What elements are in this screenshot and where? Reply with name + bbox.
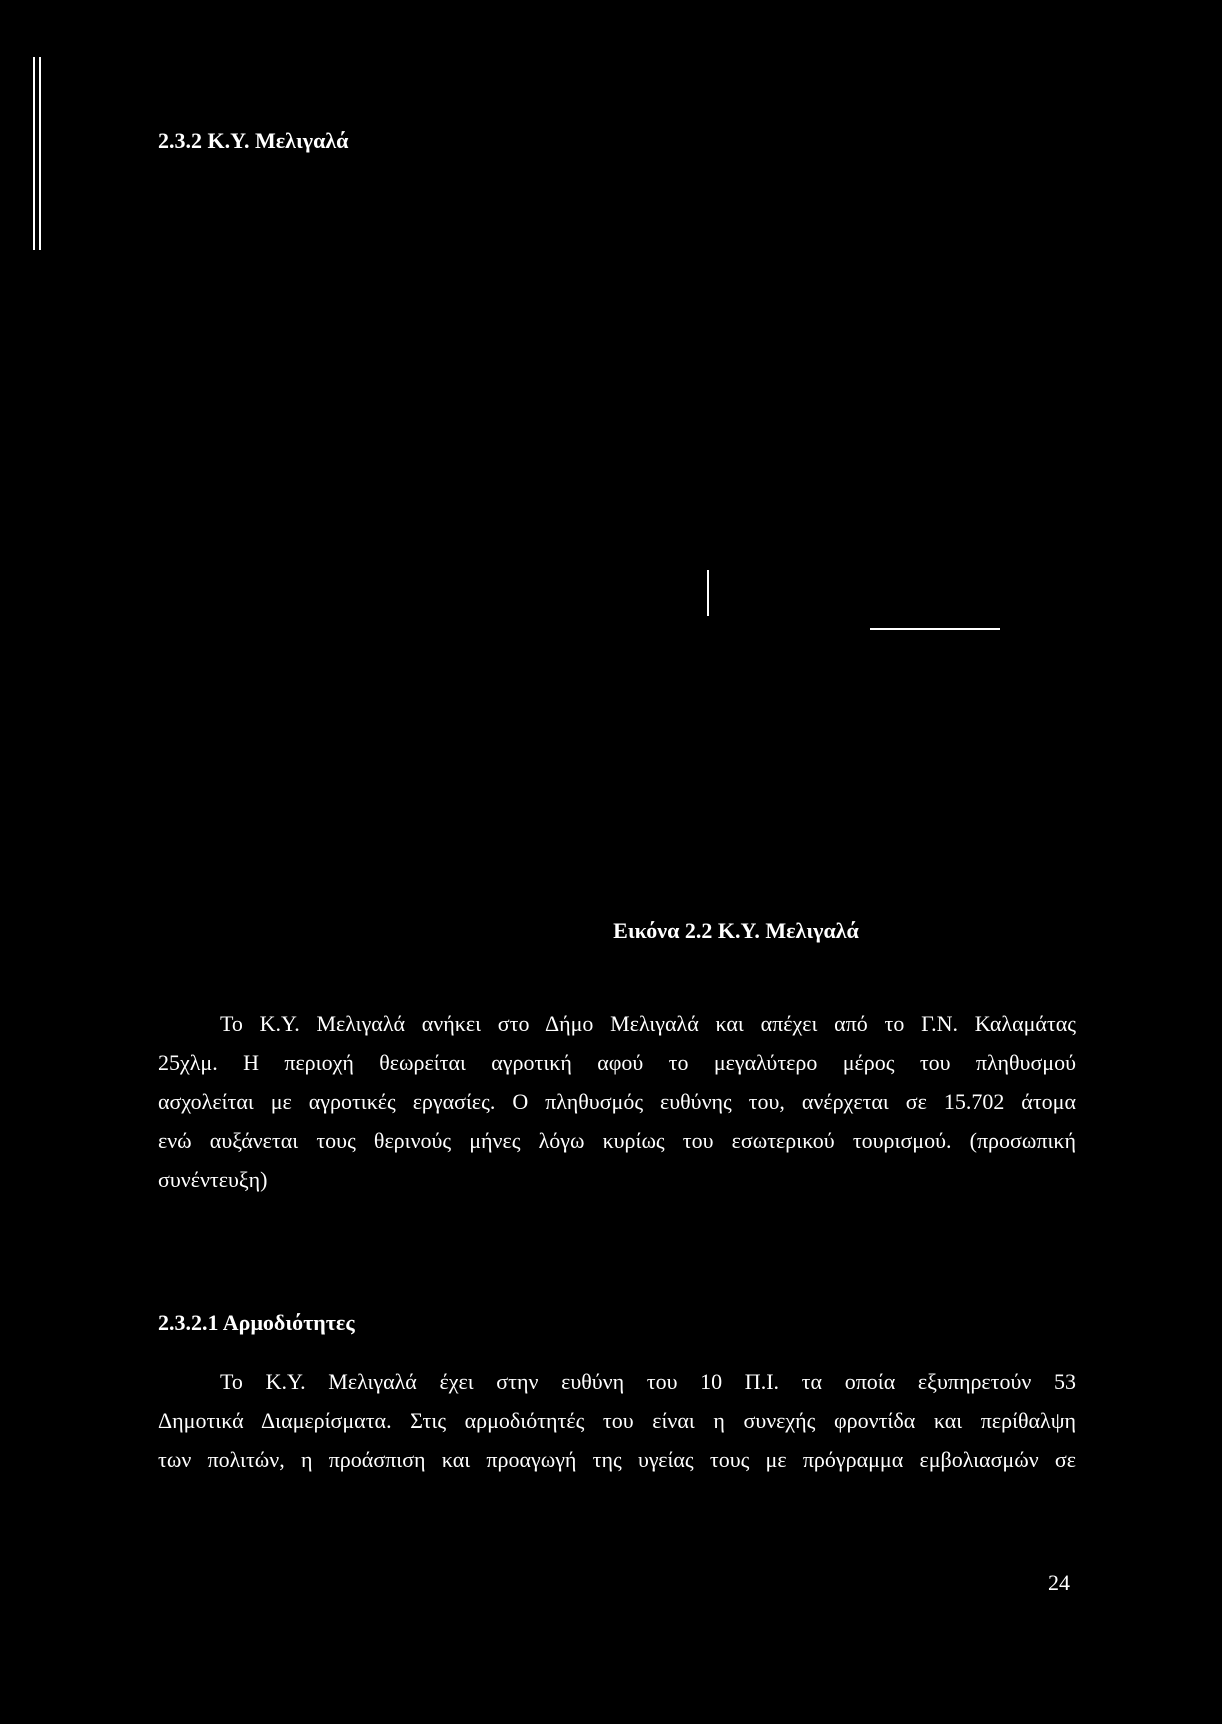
- paragraph-line: συνέντευξη): [158, 1167, 268, 1192]
- paragraph-line: ασχολείται με αγροτικές εργασίες. Ο πληθυσμός ευθύνης του, ανέρχεται σε 15.702 άτομα: [158, 1089, 1076, 1114]
- paragraph-line: Το Κ.Υ. Μελιγαλά ανήκει στο Δήμο Μελιγαλά και απέχει από το Γ.Ν. Καλαμάτας: [220, 1011, 1076, 1036]
- body-paragraph: [158, 1004, 1076, 1199]
- subsection-heading: 2.3.2.1 Αρμοδιότητες: [158, 1310, 355, 1335]
- scan-edge-line: [33, 57, 35, 250]
- section-heading: 2.3.2 Κ.Υ. Μελιγαλά: [158, 128, 349, 153]
- scan-edge-line: [39, 57, 41, 250]
- figure-caption: Εικόνα 2.2 Κ.Υ. Μελιγαλά: [613, 918, 859, 943]
- figure-artifact-line: [870, 628, 1000, 630]
- paragraph-line: Δημοτικά Διαμερίσματα. Στις αρμοδιότητές του είναι η συνεχής φροντίδα και περίθαλψη: [158, 1408, 1076, 1433]
- paragraph-line: ενώ αυξάνεται τους θερινούς μήνες λόγω κυρίως του εσωτερικού τουρισμού. (προσωπική: [158, 1128, 1076, 1153]
- paragraph-line: των πολιτών, η προάσπιση και προαγωγή της υγείας τους με πρόγραμμα εμβολιασμών σε: [158, 1447, 1076, 1472]
- page-number: 24: [1048, 1570, 1070, 1595]
- body-paragraph: [158, 1362, 1076, 1479]
- paragraph-line: Το Κ.Υ. Μελιγαλά έχει στην ευθύνη του 10 Π.Ι. τα οποία εξυπηρετούν 53: [220, 1369, 1076, 1394]
- paragraph-line: 25χλμ. Η περιοχή θεωρείται αγροτική αφού το μεγαλύτερο μέρος του πληθυσμού: [158, 1050, 1076, 1075]
- figure-artifact-line: [707, 570, 709, 616]
